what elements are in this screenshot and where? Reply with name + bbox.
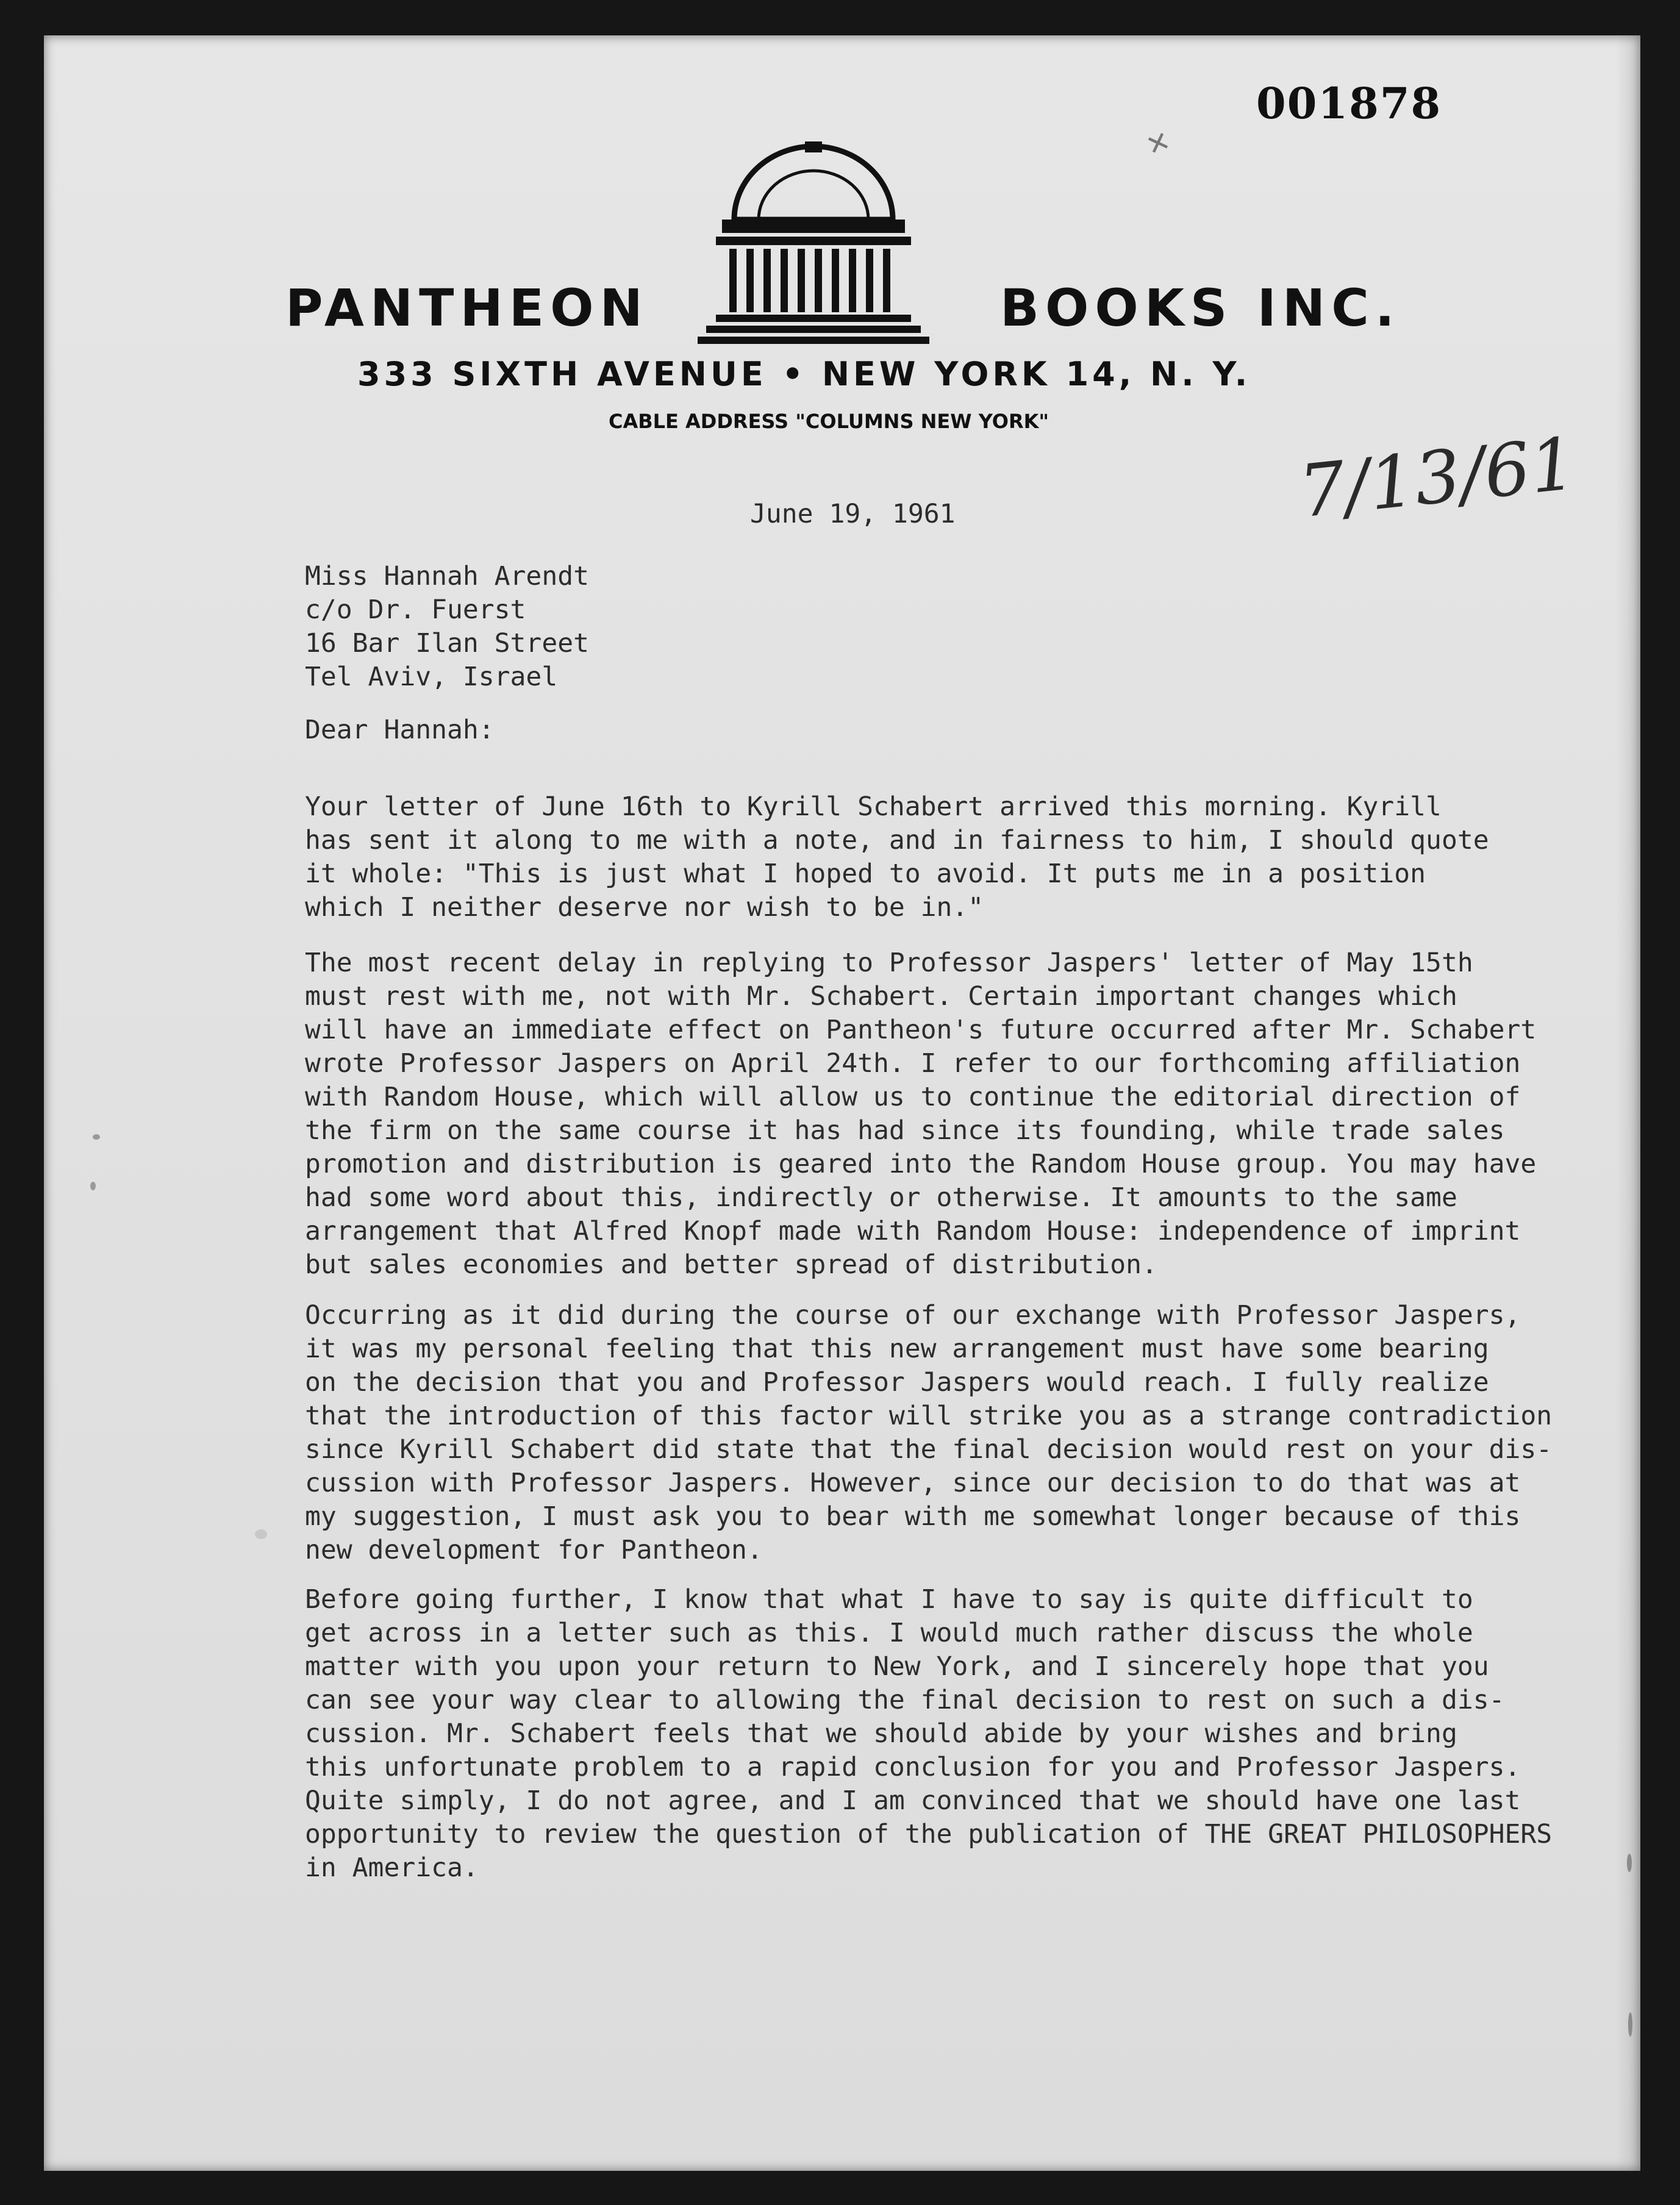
text-line: Quite simply, I do not agree, and I am convinced that we should have one last	[305, 1785, 1521, 1816]
recipient-address	[305, 560, 589, 694]
paragraph-1	[305, 790, 1489, 924]
text-line: it whole: "This is just what I hoped to avoid. It puts me in a position	[305, 859, 1426, 889]
pencil-mark: ✕	[1141, 124, 1175, 163]
text-line: can see your way clear to allowing the final decision to rest on such a dis-	[305, 1685, 1505, 1715]
recipient-line: 16 Bar Ilan Street	[305, 628, 589, 659]
text-line: matter with you upon your return to New York, and I sincerely hope that you	[305, 1651, 1489, 1682]
document-number: 001878	[1256, 78, 1442, 129]
text-line: in America.	[305, 1853, 479, 1883]
text-line: which I neither deserve nor wish to be in."	[305, 892, 984, 923]
text-line: will have an immediate effect on Pantheon's future occurred after Mr. Schabert	[305, 1015, 1537, 1045]
text-line: arrangement that Alfred Knopf made with Random House: independence of imprint	[305, 1216, 1521, 1246]
text-line: it was my personal feeling that this new arrangement must have some bearing	[305, 1334, 1489, 1364]
handwritten-date: 7/13/61	[1295, 421, 1580, 534]
text-line: that the introduction of this factor will strike you as a strange contradiction	[305, 1401, 1553, 1431]
pantheon-temple-logo-icon	[698, 128, 929, 348]
text-line: get across in a letter such as this. I would much rather discuss the whole	[305, 1618, 1473, 1648]
text-line: with Random House, which will allow us to continue the editorial direction of	[305, 1082, 1521, 1112]
company-name-left: PANTHEON	[285, 278, 649, 338]
recipient-line: Miss Hannah Arendt	[305, 561, 589, 591]
recipient-line: Tel Aviv, Israel	[305, 662, 558, 692]
text-line: my suggestion, I must ask you to bear with me somewhat longer because of this	[305, 1501, 1521, 1532]
text-line: new development for Pantheon.	[305, 1535, 763, 1565]
text-line: has sent it along to me with a note, and in fairness to him, I should quote	[305, 825, 1489, 856]
salutation: Dear Hannah:	[305, 715, 495, 745]
text-line: had some word about this, indirectly or otherwise. It amounts to the same	[305, 1182, 1457, 1213]
paragraph-2	[305, 946, 1536, 1282]
text-line: cussion with Professor Jaspers. However, since our decision to do that was at	[305, 1468, 1521, 1498]
text-line: but sales economies and better spread of distribution.	[305, 1249, 1157, 1280]
letter-date: June 19, 1961	[750, 499, 956, 529]
page-edge-shadow	[1616, 35, 1640, 2171]
paper-speck	[90, 1182, 96, 1190]
paper-speck	[255, 1529, 267, 1539]
letterhead-address: 333 SIXTH AVENUE • NEW YORK 14, N. Y.	[357, 355, 1251, 393]
paper-speck	[1627, 1854, 1632, 1872]
text-line: Occurring as it did during the course of our exchange with Professor Jaspers,	[305, 1300, 1521, 1331]
text-line: this unfortunate problem to a rapid conclusion for you and Professor Jaspers.	[305, 1752, 1521, 1782]
text-line: since Kyrill Schabert did state that the final decision would rest on your dis-	[305, 1434, 1553, 1465]
text-line: Before going further, I know that what I have to say is quite difficult to	[305, 1584, 1473, 1615]
paper-speck	[93, 1134, 100, 1140]
text-line: opportunity to review the question of the publication of THE GREAT PHILOSOPHERS	[305, 1819, 1553, 1849]
text-line: cussion. Mr. Schabert feels that we should abide by your wishes and bring	[305, 1718, 1457, 1749]
paragraph-3	[305, 1299, 1552, 1567]
recipient-line: c/o Dr. Fuerst	[305, 595, 526, 625]
cable-address: CABLE ADDRESS "COLUMNS NEW YORK"	[609, 410, 1049, 433]
text-line: promotion and distribution is geared into the Random House group. You may have	[305, 1149, 1537, 1179]
paragraph-4	[305, 1583, 1552, 1885]
text-line: wrote Professor Jaspers on April 24th. I refer to our forthcoming affiliation	[305, 1048, 1521, 1079]
paper-speck	[1628, 2012, 1632, 2037]
text-line: the firm on the same course it has had since its founding, while trade sales	[305, 1115, 1505, 1146]
company-name-right: BOOKS INC.	[1000, 278, 1401, 338]
text-line: must rest with me, not with Mr. Schabert. Certain important changes which	[305, 981, 1457, 1012]
text-line: on the decision that you and Professor Jaspers would reach. I fully realize	[305, 1367, 1489, 1398]
text-line: Your letter of June 16th to Kyrill Schabert arrived this morning. Kyrill	[305, 792, 1442, 822]
text-line: The most recent delay in replying to Professor Jaspers' letter of May 15th	[305, 948, 1473, 978]
